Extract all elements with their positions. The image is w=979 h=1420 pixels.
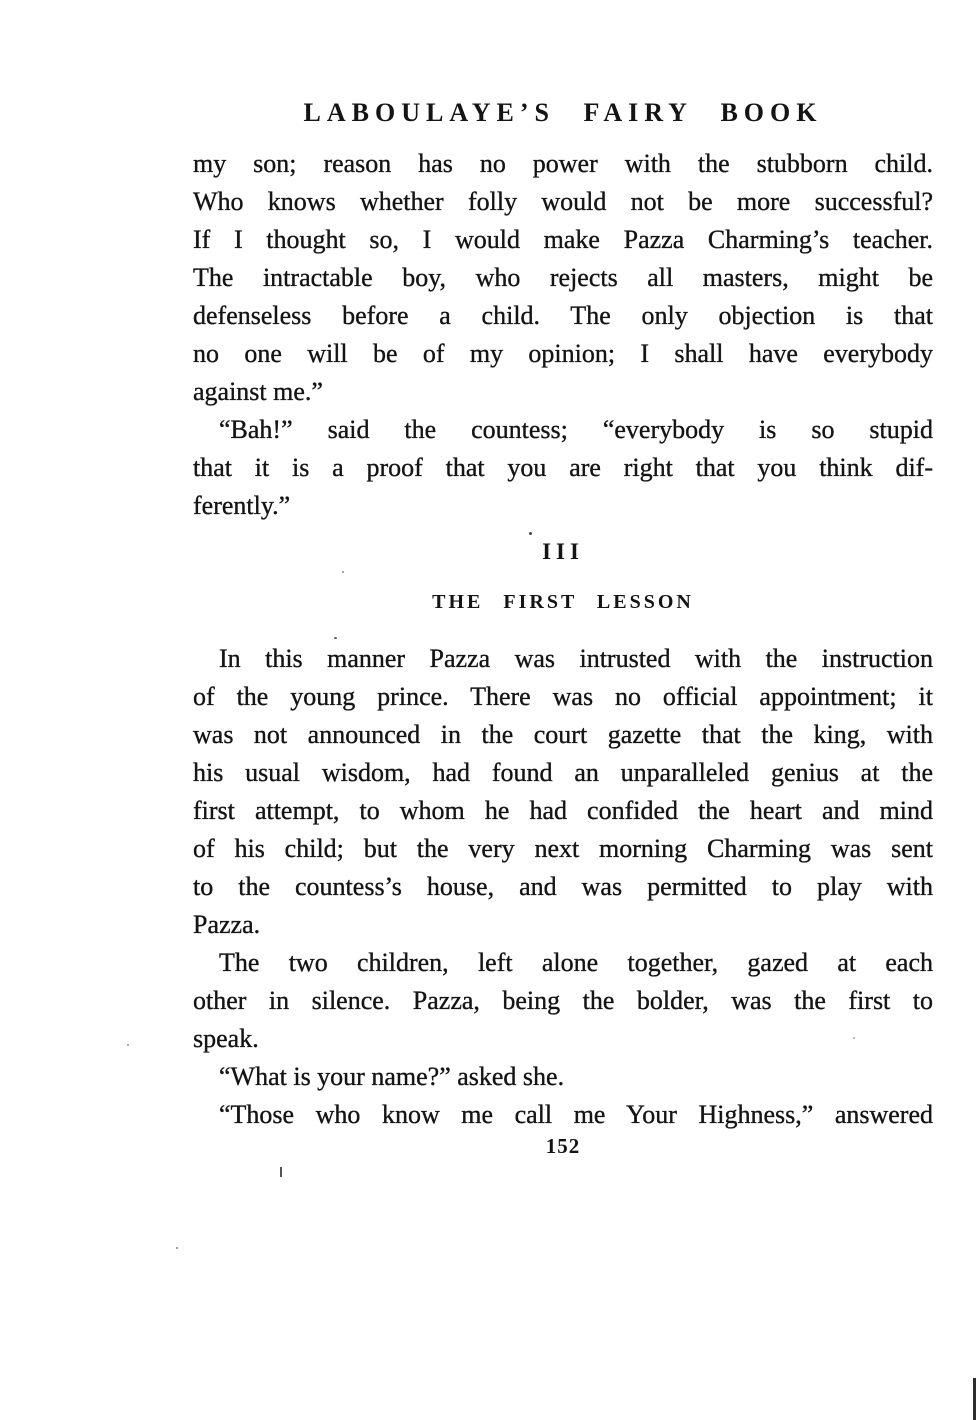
paragraph: [193, 411, 933, 525]
text-line: first attempt, to whom he had confided the heart and mind: [193, 796, 933, 825]
text-line: against me.”: [193, 377, 323, 406]
paragraph: [193, 640, 933, 944]
paragraph: [193, 944, 933, 1058]
text-line: of the young prince. There was no official appointment; it: [193, 682, 933, 711]
text-line: defenseless before a child. The only objection is that: [193, 301, 933, 330]
tick-mark: [280, 1167, 282, 1177]
text-line: his usual wisdom, had found an unparalleled genius at the: [193, 758, 933, 787]
paragraph: [193, 145, 933, 411]
edge-line: [973, 1378, 976, 1420]
speck: [853, 1037, 855, 1039]
text-line: of his child; but the very next morning Charming was sent: [193, 834, 933, 863]
speck: [342, 571, 344, 573]
speck: [176, 1247, 178, 1249]
text-line: Pazza.: [193, 910, 261, 939]
text-line: my son; reason has no power with the stubborn child.: [193, 149, 933, 178]
text-line: was not announced in the court gazette that the king, with: [193, 720, 933, 749]
text-line: The two children, left alone together, gazed at each: [219, 948, 933, 977]
speck: [127, 1044, 129, 1046]
paragraph: [193, 1096, 933, 1134]
text-block: [193, 145, 933, 1134]
running-head: LABOULAYE’S FAIRY BOOK: [303, 98, 823, 127]
text-line: that it is a proof that you are right that you think dif-: [193, 453, 933, 482]
text-line: If I thought so, I would make Pazza Charming’s teacher.: [193, 225, 933, 254]
speck: [334, 637, 337, 639]
paragraph: [193, 1058, 933, 1096]
section-number: III: [542, 539, 584, 564]
text-line: “Those who know me call me Your Highness,” answered: [219, 1100, 933, 1129]
text-line: In this manner Pazza was intrusted with the instruction: [219, 644, 933, 673]
text-line: Who knows whether folly would not be more successful?: [193, 187, 933, 216]
text-line: to the countess’s house, and was permitted to play with: [193, 872, 933, 901]
text-line: “Bah!” said the countess; “everybody is so stupid: [219, 415, 933, 444]
page-number: 152: [545, 1134, 581, 1158]
speck: [529, 532, 532, 535]
text-line: no one will be of my opinion; I shall have everybody: [193, 339, 933, 368]
text-line: other in silence. Pazza, being the bolder, was the first to: [193, 986, 933, 1015]
text-line: speak.: [193, 1024, 259, 1053]
text-line: The intractable boy, who rejects all masters, might be: [193, 263, 933, 292]
section-title: THE FIRST LESSON: [432, 591, 694, 613]
text-line: ferently.”: [193, 491, 291, 520]
text-line: “What is your name?” asked she.: [219, 1062, 565, 1091]
